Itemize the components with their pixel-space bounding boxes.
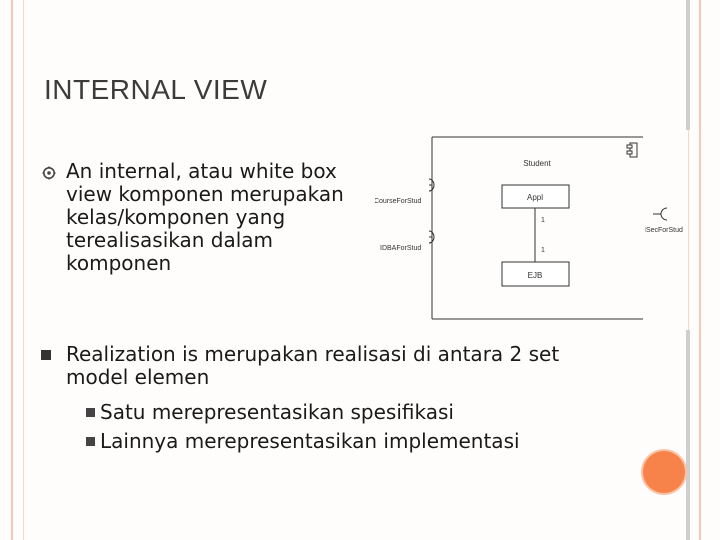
- class-ejb-label: EJB: [527, 271, 543, 280]
- gear-icon: [42, 166, 56, 180]
- port-right: [645, 206, 720, 236]
- subbullet-marker: [86, 437, 95, 446]
- port-left-top-label: ICourseForStud: [375, 198, 422, 205]
- multiplicity-bottom: 1: [541, 247, 545, 254]
- class-appl-label: Appl: [526, 193, 544, 202]
- component-diagram: [375, 133, 643, 323]
- frame-edge-bar-bottom: [686, 330, 690, 540]
- port-left-bottom-label: IDBAForStud: [380, 245, 422, 252]
- bullet1-line: view komponen merupakan: [66, 182, 344, 206]
- port-right-label: ISecForStud: [645, 227, 683, 234]
- bullet1-text: [66, 160, 344, 275]
- slide-title: INTERNAL VIEW: [44, 74, 268, 105]
- frame-edge-bar-top: [686, 0, 690, 130]
- bullet2-text: [66, 343, 559, 389]
- bullet1-line: An internal, atau white box: [66, 159, 337, 183]
- subbullet-text: Satu merepresentasikan spesifikasi: [100, 400, 454, 424]
- bullet2-line: Realization is merupakan realisasi di antara 2 set: [66, 342, 560, 366]
- bullet1-line: komponen: [66, 251, 172, 275]
- bullet2-line: model elemen: [66, 365, 210, 389]
- subbullet-marker: [86, 408, 95, 417]
- bullet1-line: kelas/komponen yang: [66, 205, 286, 229]
- subbullet-text: Lainnya merepresentasikan implementasi: [100, 429, 520, 453]
- component-name: Student: [523, 159, 551, 168]
- bullet2-marker: [41, 350, 51, 360]
- bullet1-line: terealisasikan dalam: [66, 228, 274, 252]
- multiplicity-top: 1: [541, 217, 545, 224]
- component-icon: [627, 143, 637, 157]
- decorative-circle: [643, 451, 685, 493]
